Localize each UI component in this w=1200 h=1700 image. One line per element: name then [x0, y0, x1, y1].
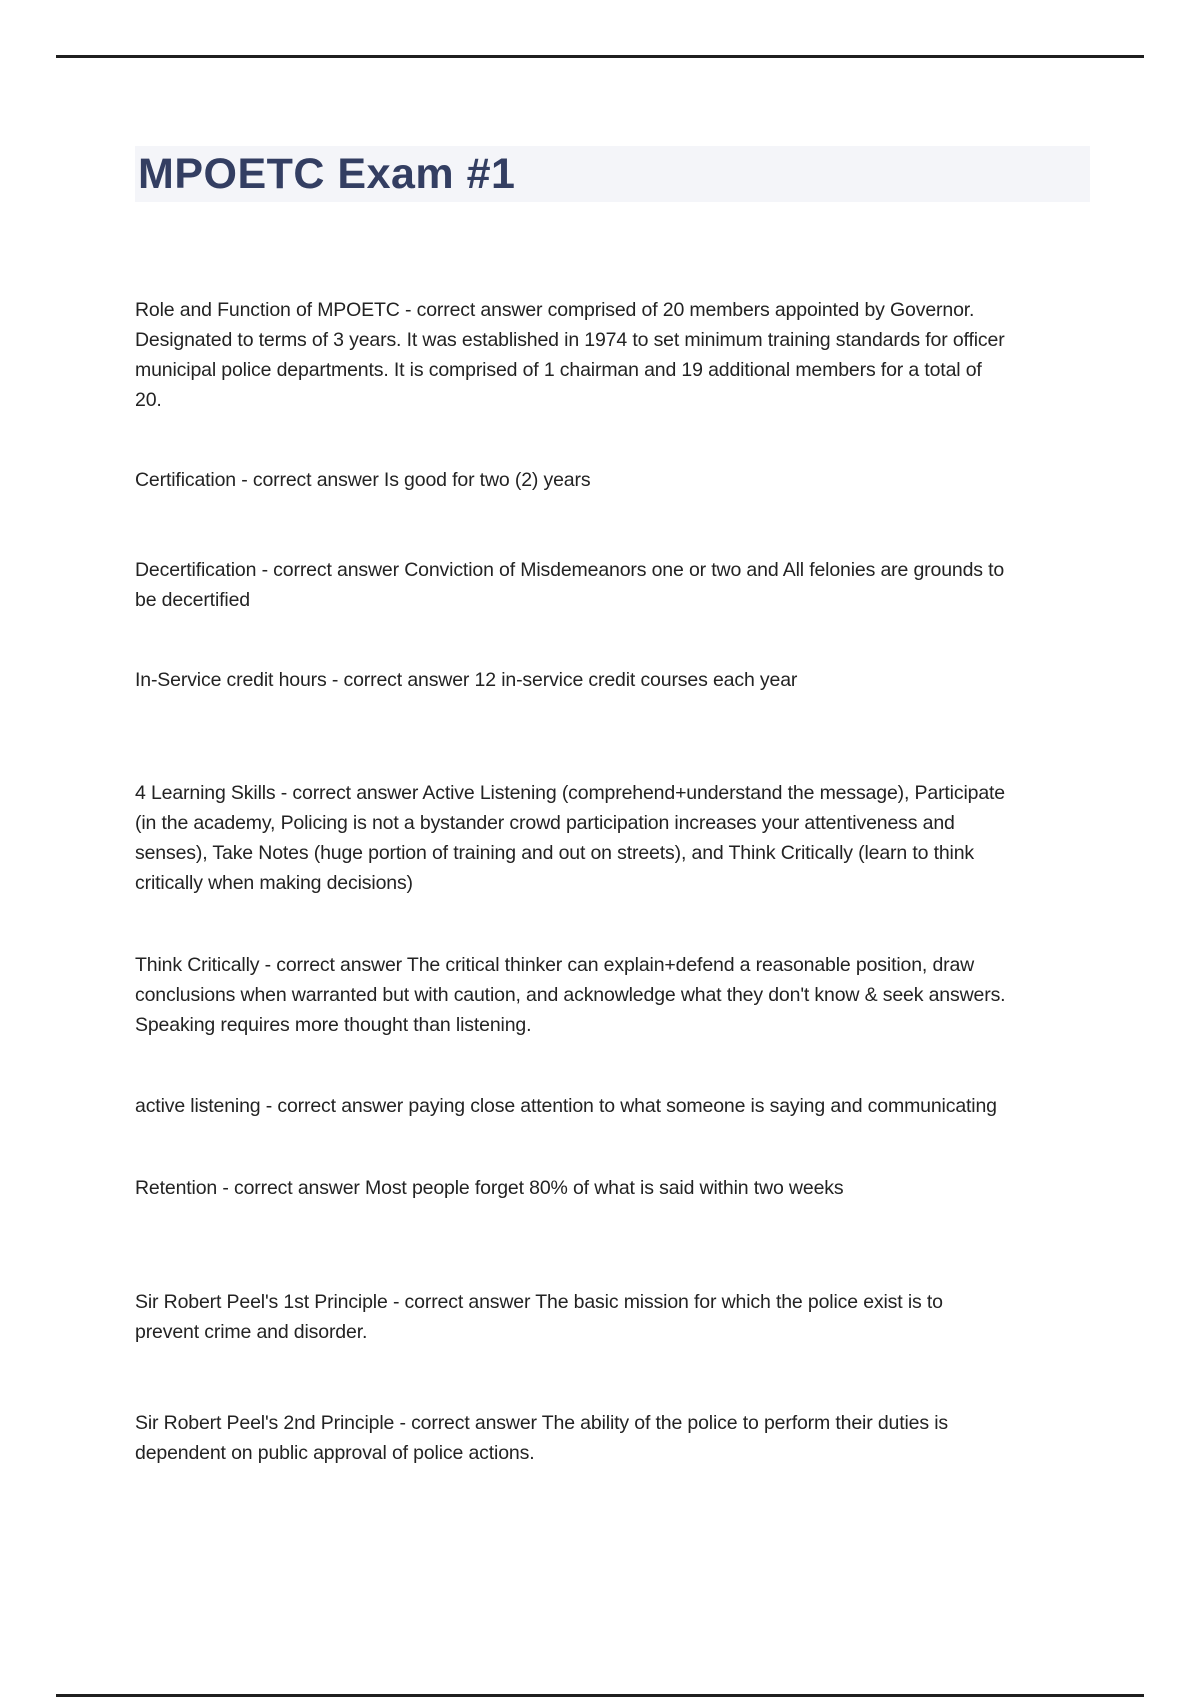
qa-paragraph: Certification - correct answer Is good for two (2) years	[135, 469, 591, 491]
qa-paragraph: 4 Learning Skills - correct answer Active Listening (comprehend+understand the message), Participate (in the academy, Policing is not a bystander crowd participation increases your attentiveness and senses), Take Notes (huge portion of training and out on streets), and Think Critically (learn to think critically when making decisions)	[135, 782, 1006, 894]
page-title: MPOETC Exam #1	[135, 146, 1090, 202]
qa-paragraph: Role and Function of MPOETC - correct answer comprised of 20 members appointed by Governor. Designated to terms of 3 years. It was established in 1974 to set minimum training standards for officer municipal police departments. It is comprised of 1 chairman and 19 additional members for a total of 20.	[135, 299, 1005, 411]
top-rule	[56, 55, 1144, 58]
qa-paragraph: Sir Robert Peel's 2nd Principle - correct answer The ability of the police to perform their duties is dependent on public approval of police actions.	[135, 1412, 949, 1464]
qa-paragraph: Think Critically - correct answer The critical thinker can explain+defend a reasonable position, draw conclusions when warranted but with caution, and acknowledge what they don't know & seek answers. Speaking requires more thought than listening.	[135, 954, 1006, 1036]
bottom-rule	[56, 1694, 1144, 1697]
qa-paragraph: In-Service credit hours - correct answer 12 in-service credit courses each year	[135, 669, 798, 691]
qa-paragraph: Sir Robert Peel's 1st Principle - correct answer The basic mission for which the police exist is to prevent crime and disorder.	[135, 1291, 943, 1343]
qa-content	[135, 295, 1008, 1468]
qa-paragraph: active listening - correct answer paying close attention to what someone is saying and communicating	[135, 1095, 997, 1117]
qa-paragraph: Retention - correct answer Most people forget 80% of what is said within two weeks	[135, 1177, 844, 1199]
qa-paragraph: Decertification - correct answer Conviction of Misdemeanors one or two and All felonies are grounds to be decertified	[135, 559, 1005, 611]
